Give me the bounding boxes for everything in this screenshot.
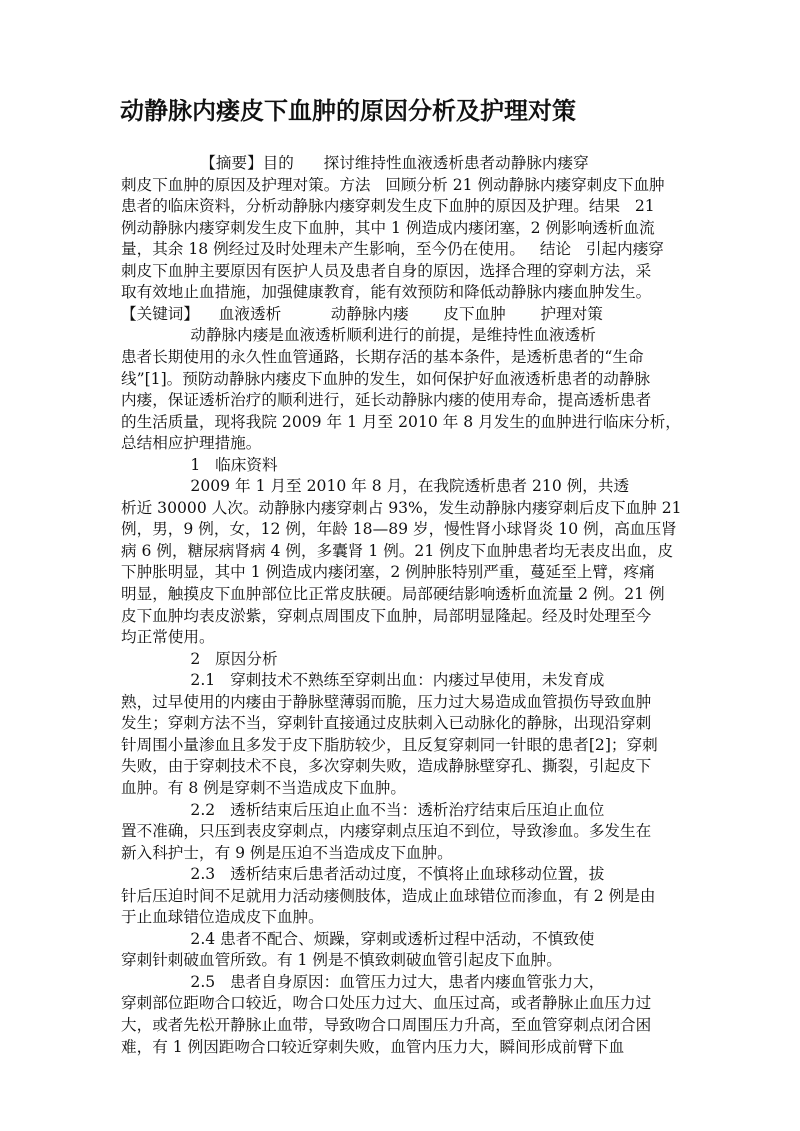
body-line: 刺皮下血肿主要原因有医护人员及患者自身的原因，选择合理的穿刺方法，采 xyxy=(121,261,652,280)
body-line: 置不准确，只压到表皮穿刺点，内瘘穿刺点压迫不到位，导致渗血。多发生在 xyxy=(121,822,652,841)
body-line: 难，有 1 例因距吻合口较近穿刺失败，血管内压力大，瞬间形成前臂下血 xyxy=(121,1037,625,1056)
body-line: 针周围小量渗血且多发于皮下脂肪较少，且反复穿刺同一针眼的患者[2]；穿刺 xyxy=(121,735,658,754)
body-line: 均正常使用。 xyxy=(121,628,215,647)
body-line: 发生；穿刺方法不当，穿刺针直接通过皮肤刺入已动脉化的静脉，出现沿穿刺 xyxy=(121,714,652,733)
body-line: 刺皮下血肿的原因及护理对策。方法 回顾分析 21 例动静脉内瘘穿刺皮下血肿 xyxy=(121,175,665,194)
body-line: 总结相应护理措施。 xyxy=(121,434,262,453)
body-line: 2 原因分析 xyxy=(121,649,278,668)
body-line: 取有效地止血措施，加强健康教育，能有效预防和降低动静脉内瘘血肿发生。 xyxy=(121,283,652,302)
body-line: 动静脉内瘘是血液透析顺利进行的前提，是维持性血液透析 xyxy=(121,326,596,345)
body-line: 病 6 例，糖尿病肾病 4 例，多囊肾 1 例。21 例皮下血肿患者均无表皮出血，皮 xyxy=(121,541,674,560)
body-line: 皮下血肿均表皮淤紫，穿刺点周围皮下血肿，局部明显隆起。经及时处理至今 xyxy=(121,606,652,625)
body-line: 1 临床资料 xyxy=(121,455,278,474)
body-line: 2009 年 1 月至 2010 年 8 月，在我院透析患者 210 例，共透 xyxy=(121,477,630,496)
body-line: 患者的临床资料，分析动静脉内瘘穿刺发生皮下血肿的原因及护理。结果 21 xyxy=(121,197,655,216)
body-line: 2.1 穿刺技术不熟练至穿刺出血：内瘘过早使用，未发育成 xyxy=(121,671,605,690)
body-line: 2.4 患者不配合、烦躁，穿刺或透析过程中活动，不慎致使 xyxy=(121,929,595,948)
body-line: 穿刺部位距吻合口较近，吻合口处压力过大、血压过高，或者静脉止血压力过 xyxy=(121,994,652,1013)
body-line: 2.3 透析结束后患者活动过度，不慎将止血球移动位置，拔 xyxy=(121,865,605,884)
body-line: 新入科护士，有 9 例是压迫不当造成皮下血肿。 xyxy=(121,843,453,862)
body-line: 明显，触摸皮下血肿部位比正常皮肤硬。局部硬结影响透析血流量 2 例。21 例 xyxy=(121,585,665,603)
body-line: 2.2 透析结束后压迫止血不当：透析治疗结束后压迫止血位 xyxy=(121,800,605,819)
document-title: 动静脉内瘘皮下血肿的原因分析及护理对策 xyxy=(120,97,576,125)
body-line: 【摘要】目的 探讨维持性血液透析患者动静脉内瘘穿 xyxy=(121,154,589,172)
body-line: 失败，由于穿刺技术不良，多次穿刺失败，造成静脉壁穿孔、撕裂，引起皮下 xyxy=(121,757,652,776)
body-line: 穿刺针刺破血管所致。有 1 例是不慎致刺破血管引起皮下血肿。 xyxy=(121,951,562,970)
body-line: 大，或者先松开静脉止血带，导致吻合口周围压力升高，至血管穿刺点闭合困 xyxy=(121,1016,652,1034)
body-line: 例，男，9 例，女，12 例，年龄 18—89 岁，慢性肾小球肾炎 10 例，高血压肾 xyxy=(121,520,677,539)
body-line: 析近 30000 人次。动静脉内瘘穿刺占 93%，发生动静脉内瘘穿刺后皮下血肿 21 xyxy=(121,498,682,517)
body-line: 针后压迫时间不足就用力活动瘘侧肢体，造成止血球错位而渗血，有 2 例是由 xyxy=(121,886,656,905)
body-line: 量，其余 18 例经过及时处理未产生影响，至今仍在使用。 结论 引起内瘘穿 xyxy=(121,240,664,259)
body-line: 血肿。有 8 例是穿刺不当造成皮下血肿。 xyxy=(121,778,406,797)
body-line: 于止血球错位造成皮下血肿。 xyxy=(121,908,324,927)
body-line: 2.5 患者自身原因：血管压力过大，患者内瘘血管张力大， xyxy=(121,972,605,991)
body-line: 【关键词】 血液透析 动静脉内瘘 皮下血肿 护理对策 xyxy=(121,304,603,323)
body-line: 的生活质量，现将我院 2009 年 1 月至 2010 年 8 月发生的血肿进行临床分析， xyxy=(121,412,681,431)
body-line: 下肿胀明显，其中 1 例造成内瘘闭塞，2 例肿胀特别严重，蔓延至上臂，疼痛 xyxy=(121,563,655,582)
body-line: 熟，过早使用的内瘘由于静脉壁薄弱而脆，压力过大易造成血管损伤导致血肿 xyxy=(121,692,652,711)
body-line: 线”[1]。预防动静脉内瘘皮下血肿的发生，如何保护好血液透析患者的动静脉 xyxy=(121,369,651,388)
body-line: 患者长期使用的永久性血管通路，长期存活的基本条件，是透析患者的“生命 xyxy=(121,347,644,366)
body-line: 例动静脉内瘘穿刺发生皮下血肿，其中 1 例造成内瘘闭塞，2 例影响透析血流 xyxy=(121,218,655,237)
body-line: 内瘘，保证透析治疗的顺利进行，延长动静脉内瘘的使用寿命，提高透析患者 xyxy=(121,391,652,410)
